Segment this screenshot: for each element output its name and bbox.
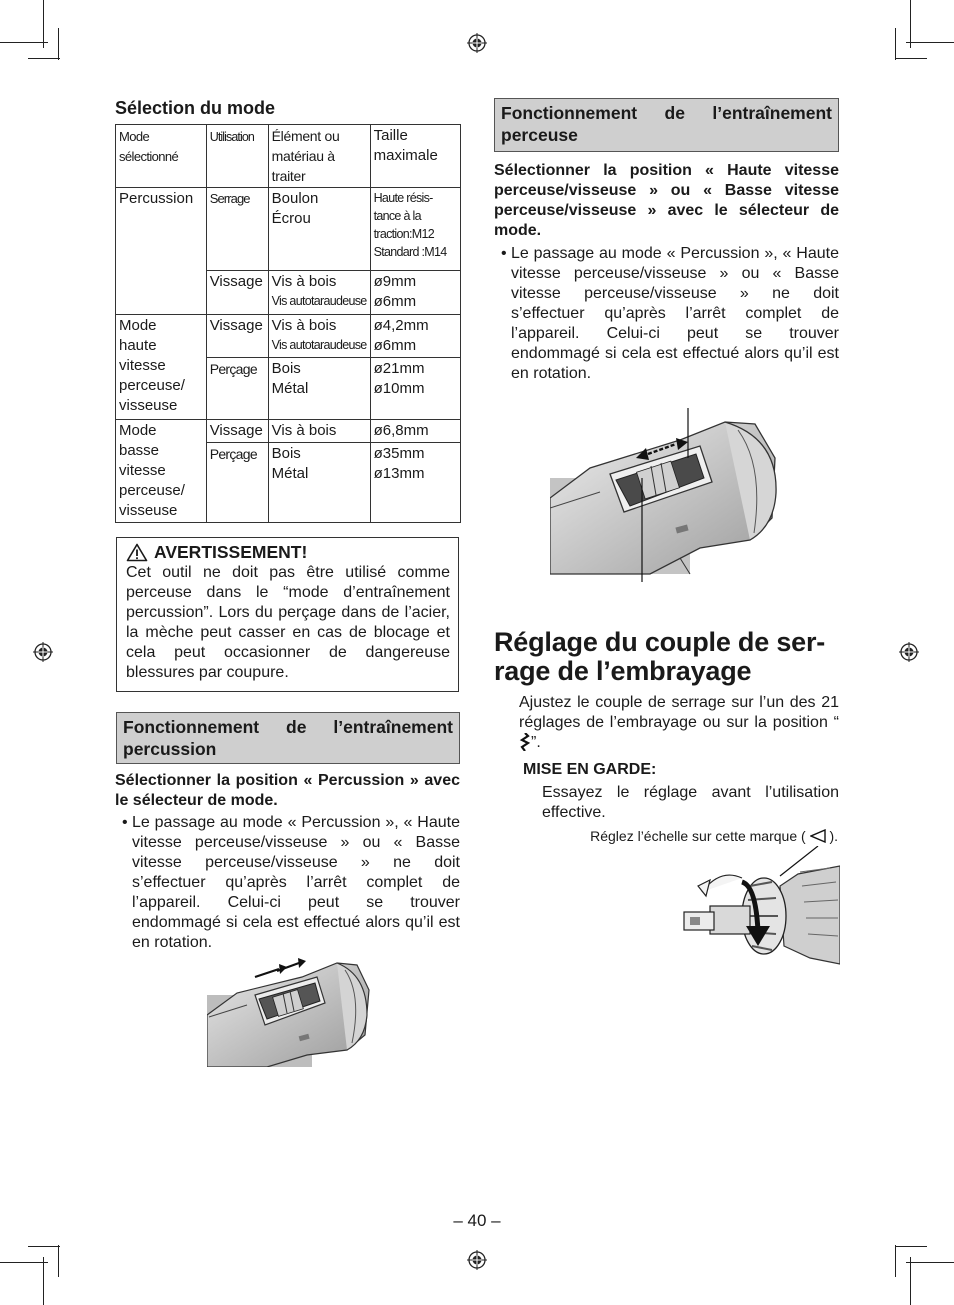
table-cell	[116, 420, 207, 523]
table-cell	[268, 188, 370, 271]
caption-text: Réglez l’échelle sur cette marque (	[590, 828, 806, 844]
crop-mark	[895, 58, 927, 59]
cell-line: perceuse/	[119, 482, 185, 499]
cell-line: Vis à bois	[271, 273, 337, 290]
crop-mark	[28, 58, 60, 59]
cell-line: Bois	[271, 445, 301, 462]
table-cell	[268, 443, 370, 523]
cell-line: Haute résis-	[373, 191, 433, 205]
crop-mark	[43, 1257, 44, 1305]
bullet-dot: •	[501, 245, 507, 262]
bullet-dot: •	[122, 814, 128, 831]
drill-heading: Fonctionnement de l’entraînement perceuse	[494, 98, 839, 152]
clutch-instruction	[519, 693, 839, 753]
registration-mark-icon	[467, 1250, 487, 1270]
cell-line: vitesse	[119, 462, 166, 479]
clutch-adjustment-illustration	[680, 846, 840, 966]
drill-mode-selector-illustration	[207, 955, 371, 1067]
table-row	[116, 315, 461, 358]
cell-line: ø13mm	[373, 465, 425, 482]
cell-line: Standard :M14	[373, 245, 447, 259]
bullet-text: Le passage au mode « Percussion », « Haute vitesse perceuse/visseuse » ou « Basse vitesse perceuse/visseuse » ne doit s’effectuer qu’après l’arrêt complet de l’appareil. Celui-ci peut se trouver endommagé si cela est effectué alors qu’il est en rotation.	[511, 245, 839, 382]
title-line: rage de l’embrayage	[494, 656, 752, 686]
cell-line: Bois	[271, 360, 301, 377]
bullet-text: Le passage au mode « Percussion », « Haute vitesse perceuse/visseuse » ou « Basse vitesse perceuse/visseuse » ne doit s’effectuer qu’après l’arrêt complet de l’appareil. Celui-ci peut se trouver endommagé si cela est effectué alors qu’il est en rotation.	[132, 814, 460, 951]
cell-line: perceuse/	[119, 377, 185, 394]
table-cell	[370, 358, 460, 420]
cell-line: Métal	[271, 380, 309, 397]
table-cell: Perçage	[206, 358, 268, 420]
table-cell	[116, 315, 207, 420]
caption-text: ).	[829, 828, 838, 844]
page-number: – 40 –	[453, 1211, 501, 1230]
table-cell	[268, 315, 370, 358]
cell-line: Écrou	[271, 210, 311, 227]
cell-line: tance à la	[373, 209, 421, 223]
drill-instruction: Sélectionner la position « Haute vitesse perceuse/visseuse » ou « Basse vitesse perceuse/visseuse » avec le sélecteur de mode.	[494, 162, 839, 239]
drill-bullet	[501, 244, 839, 384]
cell-line: Mode	[119, 422, 157, 439]
crop-mark	[895, 28, 896, 60]
crop-mark	[906, 42, 954, 43]
cell-line: ø9mm	[373, 273, 417, 290]
crop-mark	[58, 28, 59, 60]
drill-mode-selector-illustration	[550, 408, 782, 582]
crop-mark	[910, 1257, 911, 1305]
cell-line: Mode	[119, 317, 157, 334]
crop-mark	[906, 1262, 954, 1263]
table-cell: Vissage	[206, 420, 268, 443]
crop-mark	[43, 0, 44, 48]
registration-mark-icon	[33, 642, 53, 662]
cell-line: ø21mm	[373, 360, 425, 377]
percussion-heading: Fonctionnement de l’entraînement percussion	[116, 712, 460, 764]
crop-mark	[0, 42, 48, 43]
cell-line: haute	[119, 337, 157, 354]
triangle-mark-icon	[810, 829, 826, 843]
caution-title: MISE EN GARDE:	[523, 761, 657, 778]
clutch-text: ”.	[531, 734, 541, 751]
cell-line: ø10mm	[373, 380, 425, 397]
table-cell: Perçage	[206, 443, 268, 523]
cell-line: ø4,2mm	[373, 317, 429, 334]
table-cell	[370, 443, 460, 523]
caution-text: Essayez le réglage avant l’utilisation effective.	[542, 784, 839, 821]
crop-mark	[895, 1246, 927, 1247]
section-title-mode-selection: Sélection du mode	[115, 98, 276, 118]
table-header-cell: Utilisation	[206, 125, 268, 188]
cell-line: traction:M12	[373, 227, 434, 241]
warning-triangle-icon	[126, 543, 148, 562]
cell-line: Vis à bois	[271, 317, 337, 334]
registration-mark-icon	[467, 33, 487, 53]
crop-mark	[895, 1245, 896, 1277]
cell-line: ø6mm	[373, 337, 417, 354]
warning-text: Cet outil ne doit pas être utilisé comme perceuse dans le “mode d’entraînement percussion”. Lors du perçage dans de l’acier, la mèche peut casser en cas de blocage et cela peut occasionner de dangereuse blessures par coupure.	[126, 564, 450, 681]
percussion-bullet	[122, 813, 460, 953]
cell-line: Métal	[271, 465, 309, 482]
warning-box	[116, 537, 459, 692]
cell-line: visseuse	[119, 502, 178, 519]
table-cell	[370, 271, 460, 315]
clutch-text: Ajustez le couple de serrage sur l’un des 21 réglages de l’embrayage ou sur la position “	[519, 694, 839, 731]
table-cell: Vis à bois	[268, 420, 370, 443]
title-line: Réglage du couple de ser-	[494, 627, 826, 657]
cell-line: Boulon	[271, 190, 319, 207]
table-row	[116, 420, 461, 443]
table-cell: Percussion	[116, 188, 207, 315]
table-cell	[370, 188, 460, 271]
crop-mark	[28, 1246, 60, 1247]
crop-mark	[58, 1245, 59, 1277]
table-cell	[268, 271, 370, 315]
table-cell: Vissage	[206, 315, 268, 358]
cell-line: basse	[119, 442, 160, 459]
cell-line: ø6mm	[373, 293, 417, 310]
table-header-cell: Élément ou matériau à traiter	[268, 125, 370, 188]
table-header-cell: Taille maximale	[370, 125, 460, 188]
table-header-cell: Mode sélectionné	[116, 125, 207, 188]
cell-line: ø35mm	[373, 445, 425, 462]
registration-mark-icon	[899, 642, 919, 662]
warning-title: AVERTISSEMENT!	[154, 542, 308, 562]
table-cell	[268, 358, 370, 420]
crop-mark	[910, 0, 911, 48]
warning-heading	[126, 541, 450, 563]
illustration-caption	[520, 828, 838, 844]
table-header-row	[116, 125, 461, 188]
table-row	[116, 188, 461, 271]
table-cell: Vissage	[206, 271, 268, 315]
percussion-instruction: Sélectionner la position « Percussion » avec le sélecteur de mode.	[115, 772, 460, 809]
clutch-section-title	[494, 628, 844, 686]
cell-line: visseuse	[119, 397, 178, 414]
table-cell: ø6,8mm	[370, 420, 460, 443]
mode-selection-table	[115, 124, 461, 523]
cell-line: Vis autotaraudeuse	[271, 294, 367, 308]
table-cell: Serrage	[206, 188, 268, 271]
cell-line: Vis autotaraudeuse	[271, 338, 367, 352]
crop-mark	[0, 1262, 48, 1263]
drill-bit-icon	[519, 733, 531, 751]
cell-line: vitesse	[119, 357, 166, 374]
table-cell	[370, 315, 460, 358]
